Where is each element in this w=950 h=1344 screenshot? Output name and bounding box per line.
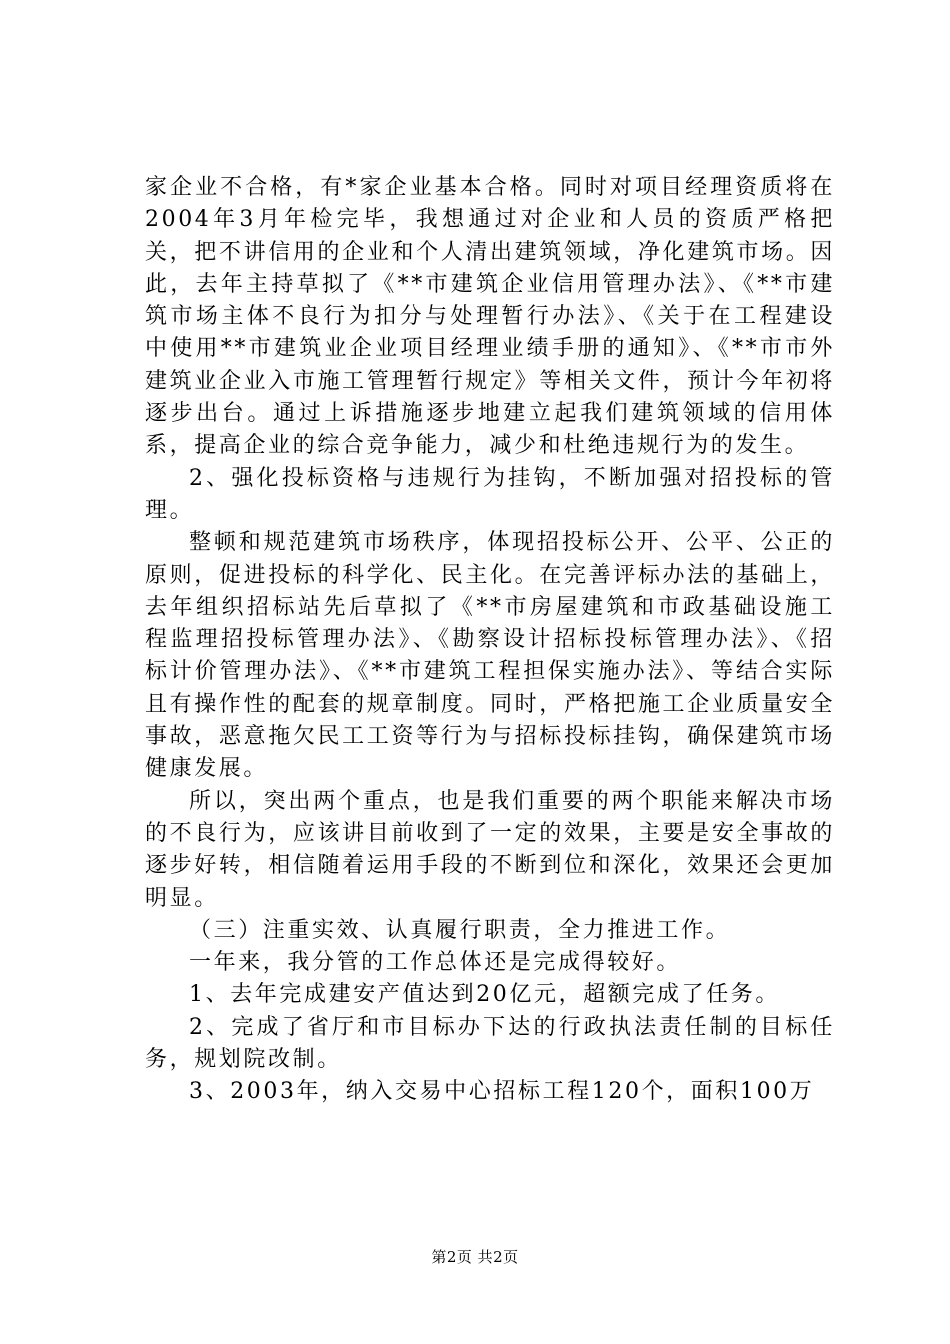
paragraph-year-review: 一年来，我分管的工作总体还是完成得较好。 (189, 950, 682, 976)
paragraph-item-three: 3、2003年，纳入交易中心招标工程120个，面积100万 (189, 1079, 815, 1105)
paragraph-summary: 所以，突出两个重点，也是我们重要的两个职能来解决市场的不良行为，应该讲目前收到了一定的效果，主要是安全事故的逐步好转，相信随着运用手段的不断到位和深化，效果还会更加明显。 (145, 788, 835, 911)
paragraph-bidding-rules: 整顿和规范建筑市场秩序，体现招投标公开、公平、公正的原则，促进投标的科学化、民主化。在完善评标办法的基础上，去年组织招标站先后草拟了《**市房屋建筑和市政基础设施工程监理招投标管理办法》、《勘察设计招标投标管理办法》、《招标计价管理办法》、《**市建筑工程担保实施办法》、等结合实际且有操作性的配套的规章制度。同时，严格把施工企业质量安全事故，恶意拖欠民工工资等行为与招标投标挂钩，确保建筑市场健康发展。 (145, 530, 835, 782)
paragraph-bidding-heading: 2、强化投标资格与违规行为挂钩，不断加强对招投标的管理。 (145, 465, 835, 523)
paragraph-credit-system: 家企业不合格，有*家企业基本合格。同时对项目经理资质将在2004年3月年检完毕，我想通过对企业和人员的资质严格把关，把不讲信用的企业和个人清出建筑领域，净化建筑市场。因此，去年主持草拟了《**市建筑企业信用管理办法》、《**市建筑市场主体不良行为扣分与处理暂行办法》、《关于在工程建设中使用**市建筑业企业项目经理业绩手册的通知》、《**市市外建筑业企业入市施工管理暂行规定》等相关文件，预计今年初将逐步出台。通过上诉措施逐步地建立起我们建筑领域的信用体系，提高企业的综合竞争能力，减少和杜绝违规行为的发生。 (145, 175, 835, 459)
paragraph-item-two: 2、完成了省厅和市目标办下达的行政执法责任制的目标任务，规划院改制。 (145, 1014, 835, 1073)
document-body (145, 172, 835, 1109)
paragraph-section-three-heading: （三）注重实效、认真履行职责，全力推进工作。 (189, 917, 731, 943)
page-number-footer: 第2页 共2页 (431, 1248, 519, 1266)
paragraph-item-one: 1、去年完成建安产值达到20亿元，超额完成了任务。 (189, 982, 780, 1008)
